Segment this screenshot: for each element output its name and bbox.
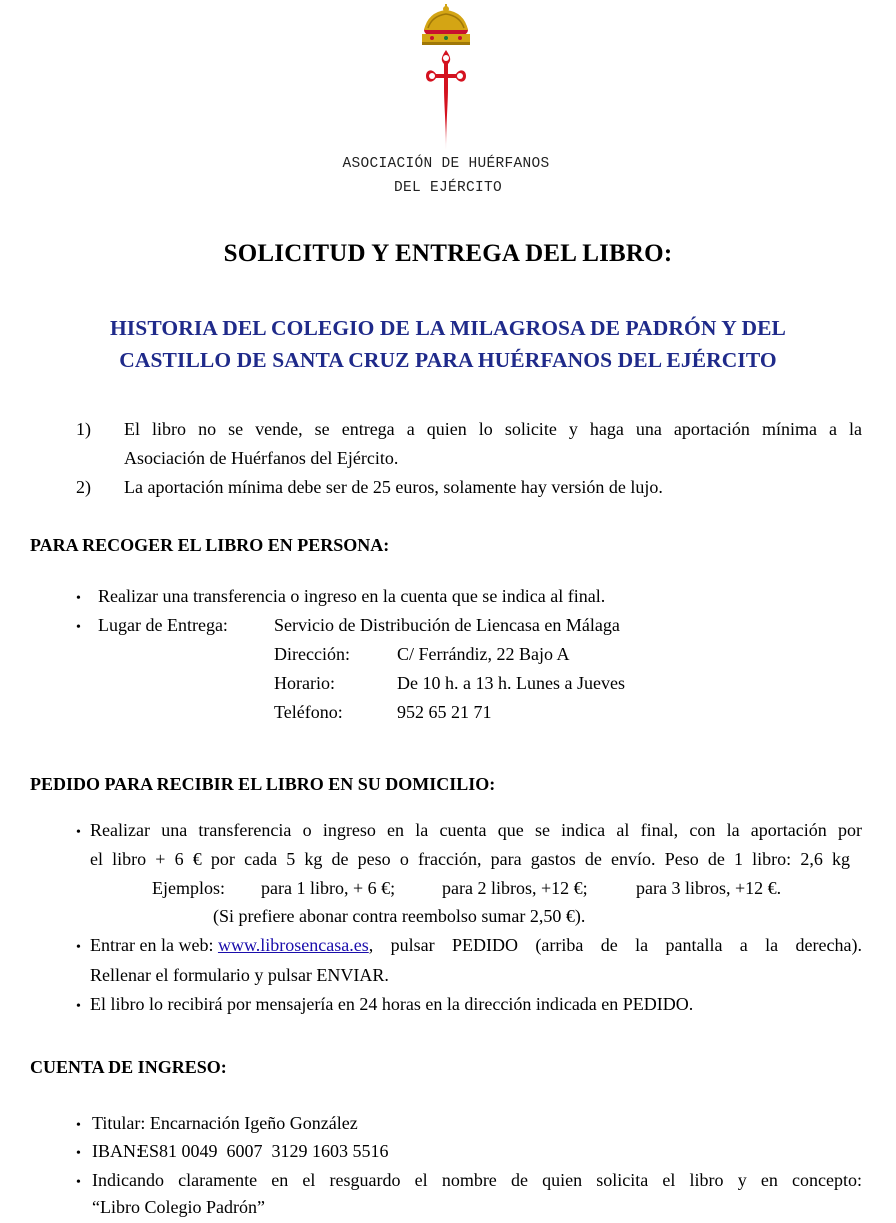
delivery-bullet-2-suffix: , pulsar PEDIDO (arriba de la pantalla a la derecha). [368, 935, 862, 955]
iban-label: IBAN: [92, 1141, 141, 1161]
delivery-bullet-2-line2: Rellenar el formulario y pulsar ENVIAR. [90, 965, 389, 985]
bullet-icon: • [76, 825, 81, 840]
book-title-line2: CASTILLO DE SANTA CRUZ PARA HUÉRFANOS DEL EJÉRCITO [119, 348, 777, 372]
delivery-heading: PEDIDO PARA RECIBIR EL LIBRO EN SU DOMICILIO: [30, 774, 496, 794]
bullet-icon: • [76, 1146, 81, 1161]
pickup-phone-value: 952 65 21 71 [397, 702, 492, 722]
crown-and-santiago-cross-icon [414, 4, 478, 150]
delivery-bullet-1-line2: el libro + 6 € por cada 5 kg de peso o fracción, para gastos de envío. Peso de 1 libro: 2,6 kg [90, 849, 850, 869]
account-holder: Titular: Encarnación Igeño González [92, 1113, 358, 1133]
delivery-bullet-2-line1 [90, 934, 862, 956]
organization-name-line1: ASOCIACIÓN DE HUÉRFANOS [342, 156, 550, 172]
bullet-icon: • [76, 1175, 81, 1190]
intro-item-1-line1: El libro no se vende, se entrega a quien lo solicite y haga una aportación mínima a la [124, 419, 862, 439]
pickup-place-value: Servicio de Distribución de Liencasa en Málaga [274, 615, 620, 635]
bullet-icon: • [76, 940, 81, 955]
intro-item-2: La aportación mínima debe ser de 25 euros, solamente hay versión de lujo. [124, 477, 663, 497]
delivery-bullet-2-prefix: Entrar en la web: [90, 935, 218, 955]
bullet-icon: • [76, 620, 81, 635]
pickup-hours-value: De 10 h. a 13 h. Lunes a Jueves [397, 673, 625, 693]
page-title: SOLICITUD Y ENTREGA DEL LIBRO: [223, 240, 673, 267]
librosencasa-link[interactable]: www.librosencasa.es [217, 935, 369, 955]
bullet-icon: • [76, 591, 81, 606]
delivery-bullet-1-line1: Realizar una transferencia o ingreso en la cuenta que se indica al final, con la aportación por [90, 820, 862, 840]
examples-label: Ejemplos: [152, 878, 225, 898]
pickup-place-label: Lugar de Entrega: [98, 615, 228, 635]
cod-note: (Si prefiere abonar contra reembolso sumar 2,50 €). [213, 906, 586, 926]
pickup-heading: PARA RECOGER EL LIBRO EN PERSONA: [30, 535, 390, 555]
iban-value: ES81 0049 6007 3129 1603 5516 [138, 1141, 389, 1161]
bullet-icon: • [76, 999, 81, 1014]
bullet-icon: • [76, 1118, 81, 1133]
example-1: para 1 libro, + 6 €; [261, 878, 396, 898]
intro-item-1-line2: Asociación de Huérfanos del Ejército. [124, 448, 399, 468]
example-2: para 2 libros, +12 €; [442, 878, 588, 898]
account-note-line1: Indicando claramente en el resguardo el nombre de quien solicita el libro y en concepto: [92, 1170, 862, 1190]
account-note-line2: “Libro Colegio Padrón” [92, 1197, 265, 1217]
book-title-line1: HISTORIA DEL COLEGIO DE LA MILAGROSA DE PADRÓN Y DEL [109, 316, 786, 340]
pickup-hours-label: Horario: [274, 673, 335, 693]
delivery-bullet-3: El libro lo recibirá por mensajería en 24 horas en la dirección indicada en PEDIDO. [90, 994, 694, 1014]
example-3: para 3 libros, +12 €. [636, 878, 782, 898]
pickup-bullet-1: Realizar una transferencia o ingreso en la cuenta que se indica al final. [98, 586, 606, 606]
pickup-phone-label: Teléfono: [274, 702, 343, 722]
list-number: 1) [76, 419, 91, 439]
organization-name-line2: DEL EJÉRCITO [393, 180, 503, 196]
list-number: 2) [76, 477, 91, 497]
pickup-address-value: C/ Ferrándiz, 22 Bajo A [397, 644, 570, 664]
account-heading: CUENTA DE INGRESO: [30, 1057, 227, 1077]
pickup-address-label: Dirección: [274, 644, 350, 664]
